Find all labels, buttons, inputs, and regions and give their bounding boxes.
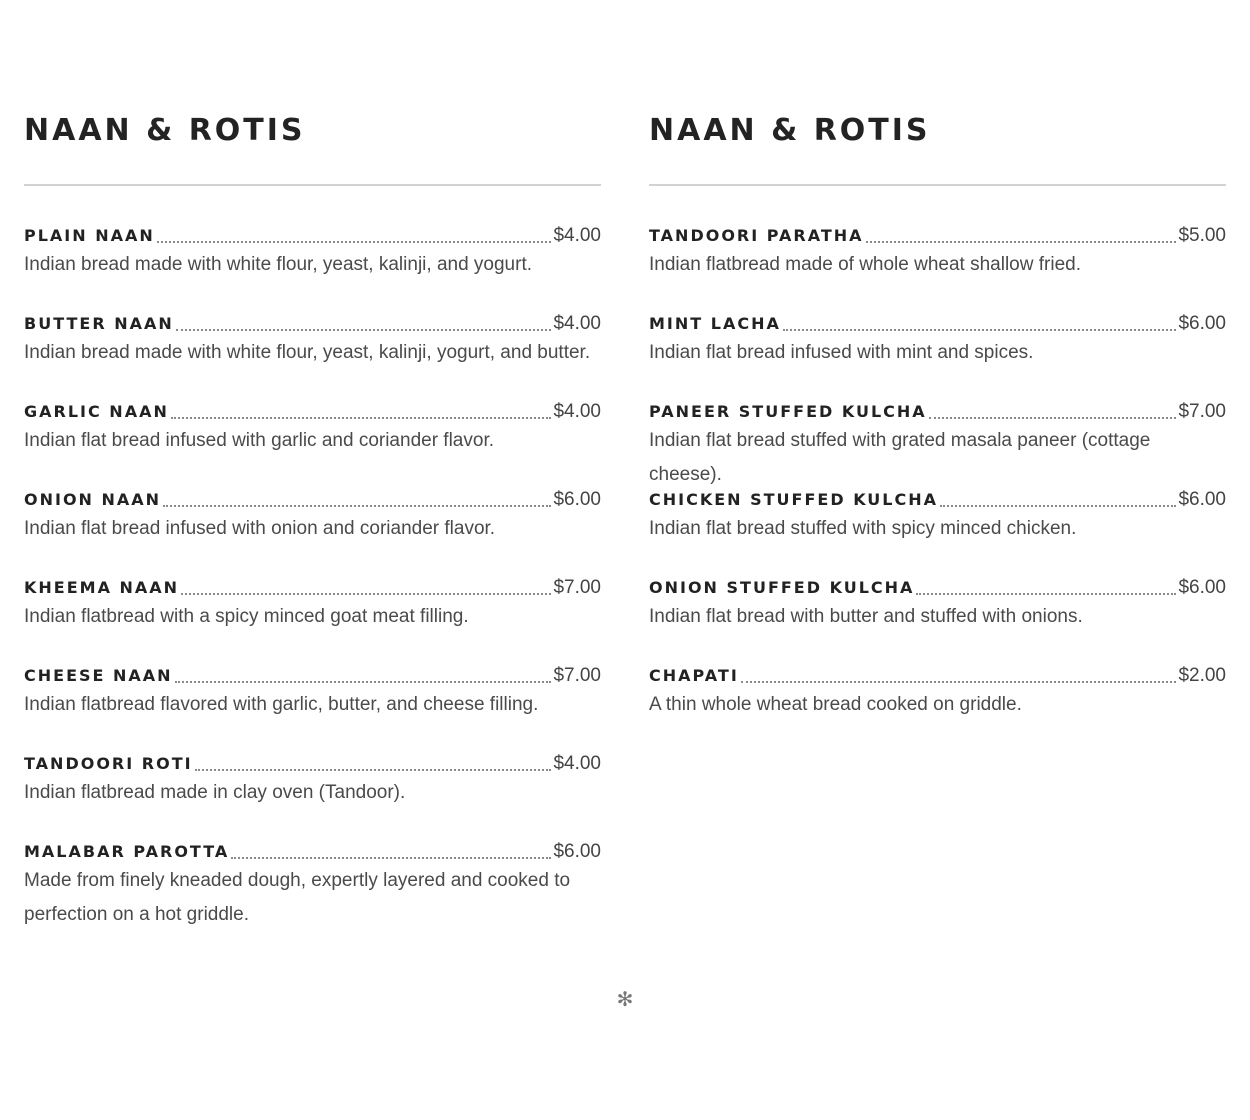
item-price: $6.00 [553, 489, 601, 510]
item-name: CHEESE NAAN [24, 666, 173, 685]
dot-leader [940, 505, 1176, 507]
dot-leader [783, 329, 1177, 331]
item-description: Indian flatbread with a spicy minced goat meat filling. [24, 606, 469, 627]
menu-list [24, 222, 601, 926]
dot-leader [741, 681, 1177, 683]
item-price: $7.00 [1178, 401, 1226, 422]
item-description: Indian flat bread infused with garlic and coriander flavor. [24, 430, 494, 451]
item-price: $6.00 [553, 841, 601, 862]
menu-item [24, 662, 601, 750]
section-divider [24, 184, 601, 186]
item-price: $7.00 [553, 665, 601, 686]
item-name: ONION NAAN [24, 490, 162, 509]
item-price: $4.00 [553, 753, 601, 774]
item-description: Indian flat bread stuffed with grated masala paneer (cottage cheese). [649, 430, 1151, 485]
item-name: BUTTER NAAN [24, 314, 174, 333]
dot-leader [176, 329, 552, 331]
section-title: NAAN & ROTIS [649, 113, 931, 148]
item-description: Indian bread made with white flour, yeast, kalinji, yogurt, and butter. [24, 342, 591, 363]
dot-leader [195, 769, 552, 771]
menu-item [24, 222, 601, 310]
item-price: $4.00 [553, 401, 601, 422]
menu-item [649, 222, 1226, 310]
item-description: A thin whole wheat bread cooked on griddle. [649, 694, 1022, 715]
dot-leader [231, 857, 551, 859]
item-name: CHICKEN STUFFED KULCHA [649, 490, 939, 509]
menu-item [649, 574, 1226, 662]
item-name: GARLIC NAAN [24, 402, 169, 421]
menu-list [649, 222, 1226, 750]
item-description: Indian flatbread flavored with garlic, butter, and cheese filling. [24, 694, 539, 715]
item-price: $6.00 [1178, 577, 1226, 598]
menu-item [649, 662, 1226, 750]
item-name: MALABAR PAROTTA [24, 842, 230, 861]
dot-leader [163, 505, 551, 507]
dot-leader [175, 681, 552, 683]
item-price: $2.00 [1178, 665, 1226, 686]
item-price: $6.00 [1178, 313, 1226, 334]
item-name: KHEEMA NAAN [24, 578, 180, 597]
menu-item [649, 398, 1226, 486]
item-description: Indian flatbread made in clay oven (Tandoor). [24, 782, 406, 803]
section-title: NAAN & ROTIS [24, 113, 306, 148]
item-name: PLAIN NAAN [24, 226, 155, 245]
section-divider [649, 184, 1226, 186]
item-description: Made from finely kneaded dough, expertly layered and cooked to perfection on a hot griddle. [24, 870, 571, 925]
item-description: Indian flat bread infused with mint and spices. [649, 342, 1034, 363]
item-name: TANDOORI PARATHA [649, 226, 864, 245]
dot-leader [157, 241, 552, 243]
item-price: $5.00 [1178, 225, 1226, 246]
menu-item [24, 750, 601, 838]
dot-leader [929, 417, 1177, 419]
menu-item [24, 398, 601, 486]
menu-item [649, 486, 1226, 574]
item-price: $4.00 [553, 313, 601, 334]
menu-item [24, 838, 601, 926]
item-description: Indian bread made with white flour, yeast, kalinji, and yogurt. [24, 254, 533, 275]
item-description: Indian flatbread made of whole wheat shallow fried. [649, 254, 1081, 275]
item-name: MINT LACHA [649, 314, 781, 333]
item-name: ONION STUFFED KULCHA [649, 578, 915, 597]
asterisk-ornament-icon: ✻ [616, 987, 634, 1011]
item-name: PANEER STUFFED KULCHA [649, 402, 927, 421]
dot-leader [181, 593, 551, 595]
item-description: Indian flat bread with butter and stuffed with onions. [649, 606, 1083, 627]
dot-leader [866, 241, 1177, 243]
menu-item [24, 574, 601, 662]
item-price: $7.00 [553, 577, 601, 598]
menu-item [649, 310, 1226, 398]
menu-item [24, 310, 601, 398]
dot-leader [171, 417, 552, 419]
item-name: TANDOORI ROTI [24, 754, 193, 773]
menu-item [24, 486, 601, 574]
item-description: Indian flat bread stuffed with spicy minced chicken. [649, 518, 1077, 539]
item-price: $4.00 [553, 225, 601, 246]
item-price: $6.00 [1178, 489, 1226, 510]
item-name: CHAPATI [649, 666, 739, 685]
item-description: Indian flat bread infused with onion and coriander flavor. [24, 518, 496, 539]
dot-leader [916, 593, 1176, 595]
